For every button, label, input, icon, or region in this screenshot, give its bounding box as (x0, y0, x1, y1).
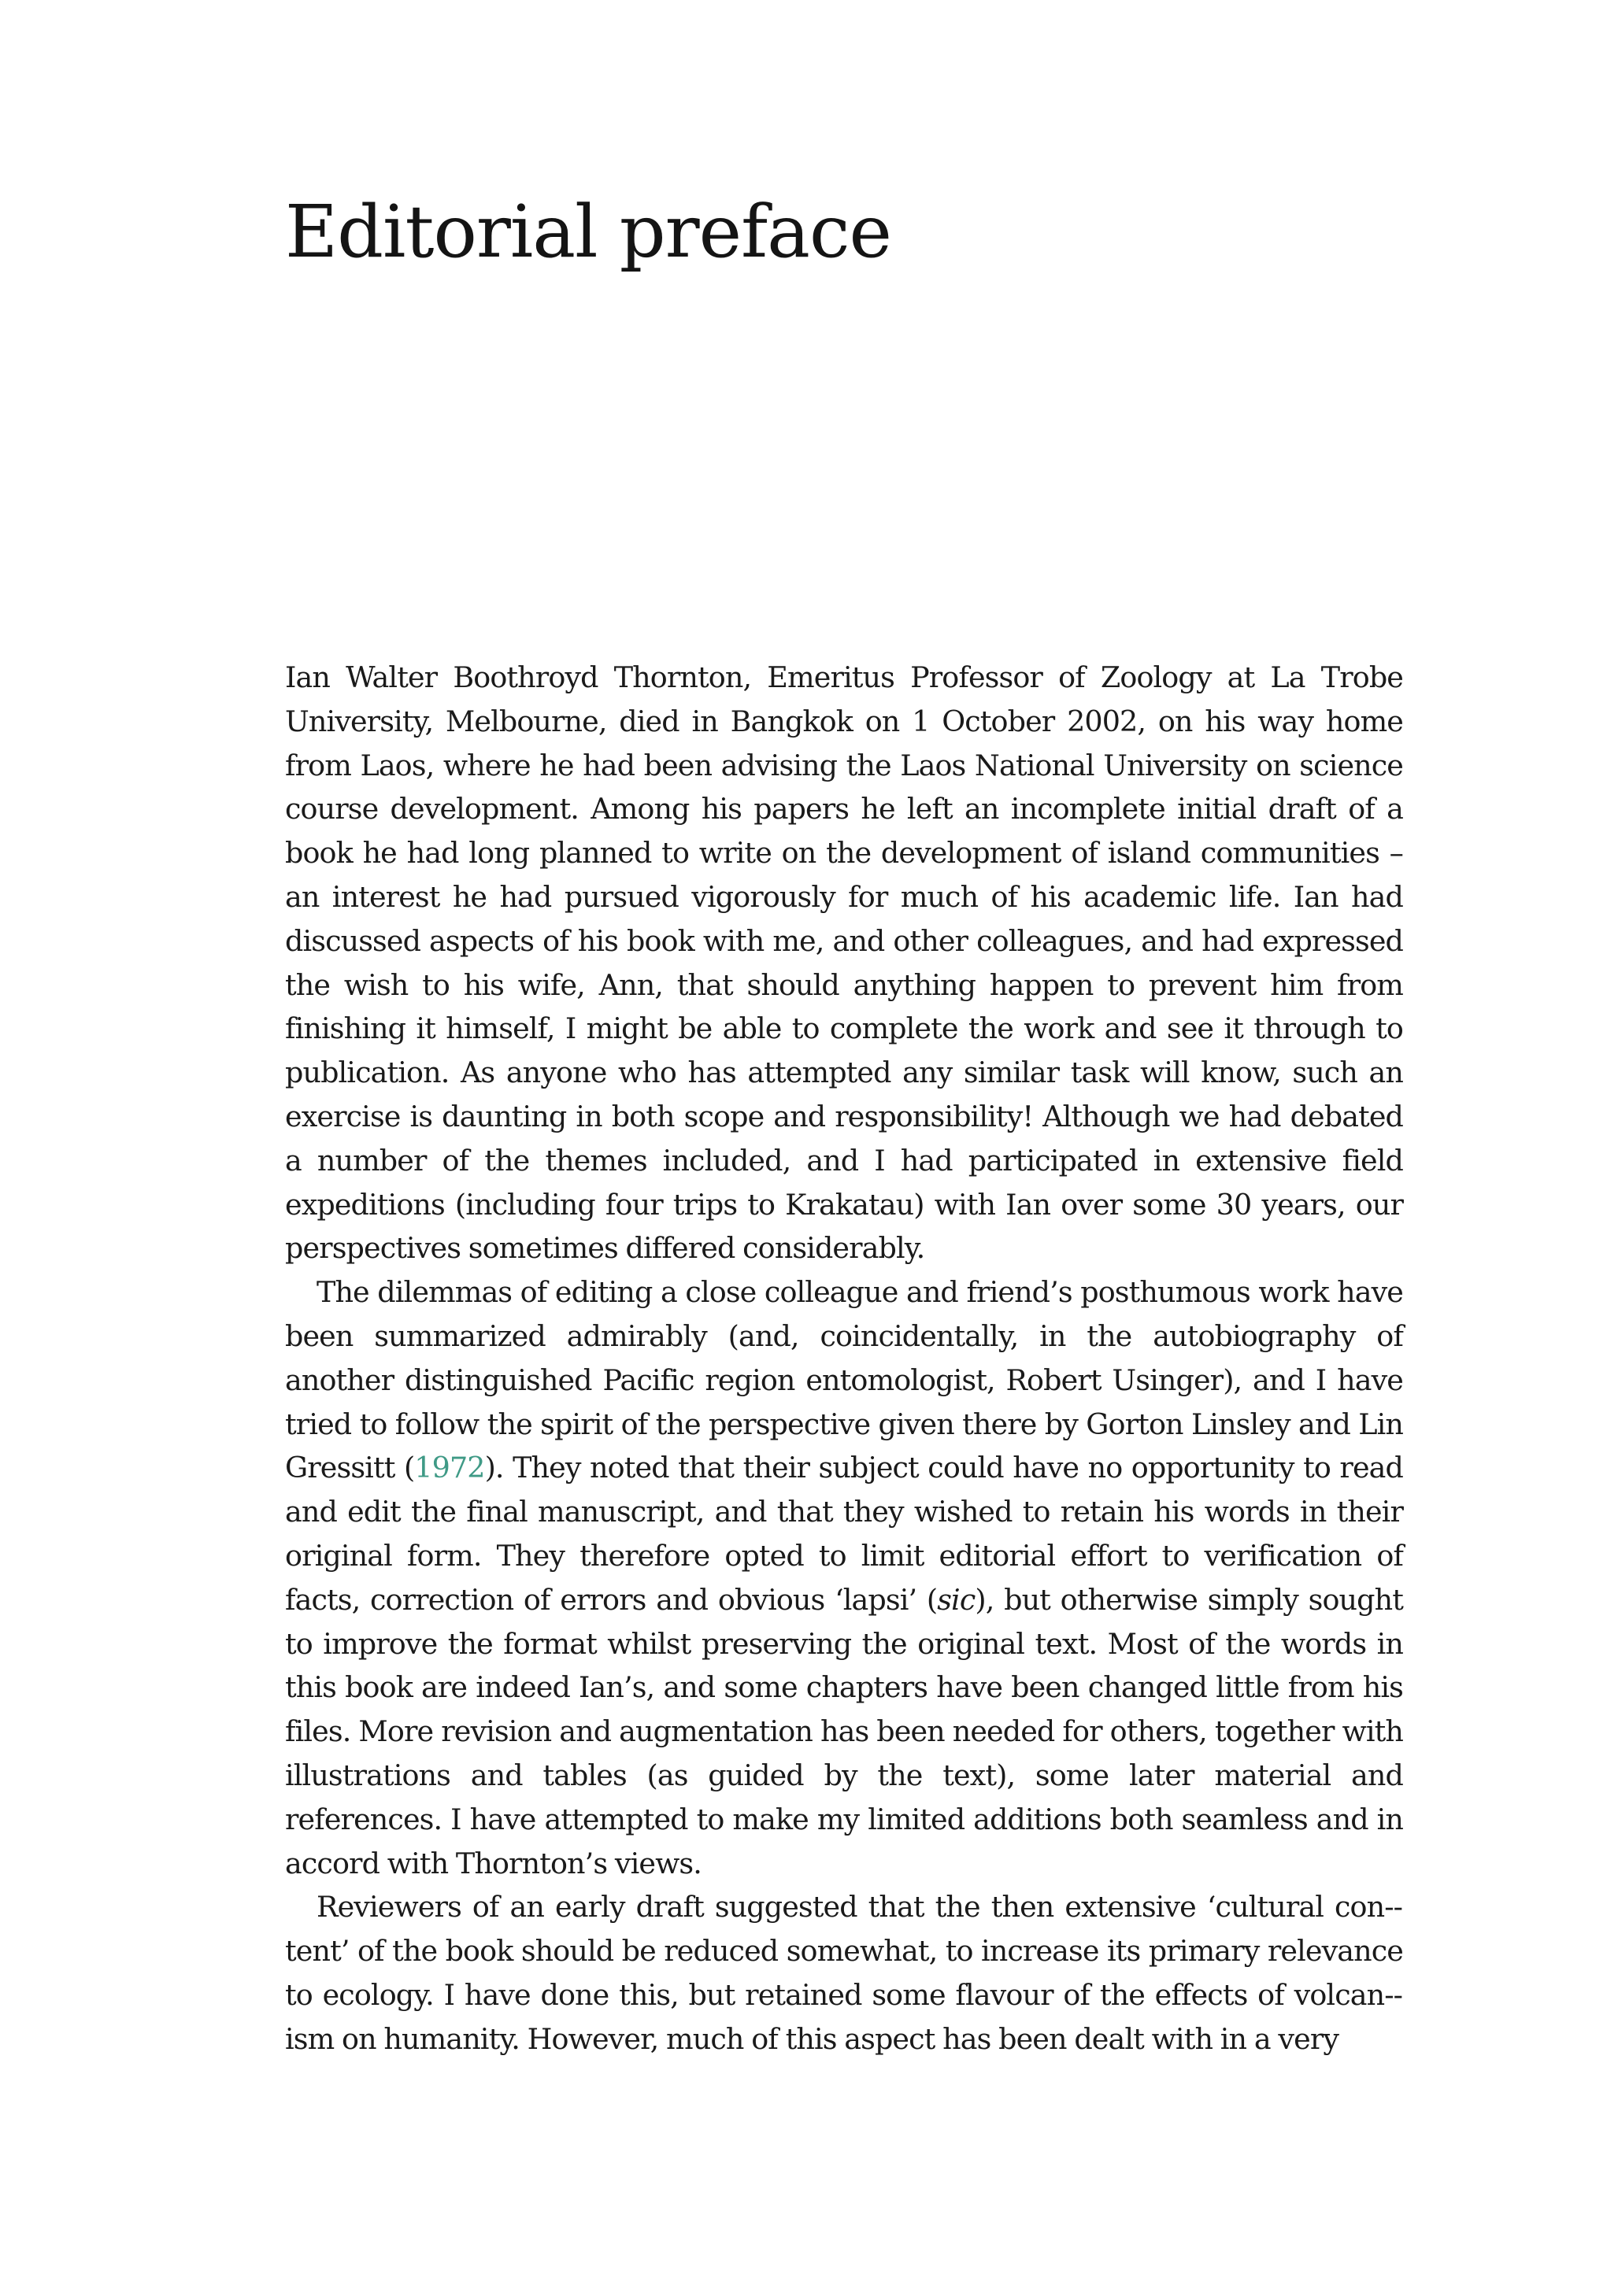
paragraph-2-text-end: ), but otherwise simply sought to improve the format whilst preserving the original text. Most of the words in this book are indeed Ian’s, and some chapters have been changed little from his files. More revision and augmentation has been needed for others, together with illustrations and tables (as guided by the text), some later material and references. I have attempted to make my limited additions both seamless and in accord with Thornton’s views. (285, 1582, 1404, 1880)
sic-italic: sic (937, 1582, 976, 1617)
paragraph-2 (285, 1270, 1403, 1885)
body-text (285, 656, 1403, 2061)
paragraph-1: Ian Walter Boothroyd Thornton, Emeritus Professor of Zoology at La Trobe University, Melbourne, died in Bangkok on 1 October 2002, on his way home from Laos, where he had been advising the Laos National University on science course development. Among his papers he left an incomplete initial draft of a book he had long planned to write on the development of island communities – an interest he had pursued vigorously for much of his academic life. Ian had discussed aspects of his book with me, and other colleagues, and had expressed the wish to his wife, Ann, that should anything happen to prevent him from finishing it himself, I might be able to complete the work and see it through to publication. As anyone who has attempted any similar task will know, such an exercise is daunting in both scope and responsibility! Although we had debated a number of the themes included, and I had participated in extensive field expeditions (including four trips to Krakatau) with Ian over some 30 years, our perspectives sometimes differed considerably. (285, 660, 1403, 1266)
paragraph-2-text-continued: ). They noted that their subject could have no opportunity to read and edit the final manuscript, and that they wished to retain his words in their original form. They therefore opted to limit editorial effort to verification of facts, correction of errors and obvious ‘lapsi’ ( (285, 1451, 1403, 1617)
citation-link-1972[interactable]: 1972 (414, 1451, 485, 1485)
paragraph-3: Reviewers of an early draft suggested that the then extensive ‘cultural con-tent’ of the book should be reduced somewhat, to increase its primary relevance to ecology. I have done this, but retained some flavour of the effects of volcan-ism on humanity. However, much of this aspect has been dealt with in a very (285, 1890, 1403, 2056)
paragraph-2-text: The dilemmas of editing a close colleague and friend’s posthumous work have been summarized admirably (and, coincidentally, in the autobiography of another distinguished Pacific region entomologist, Robert Usinger), and I have tried to follow the spirit of the perspective given there by Gorton Linsley and Lin Gressitt ( (285, 1275, 1403, 1485)
page-title: Editorial preface (285, 190, 891, 274)
